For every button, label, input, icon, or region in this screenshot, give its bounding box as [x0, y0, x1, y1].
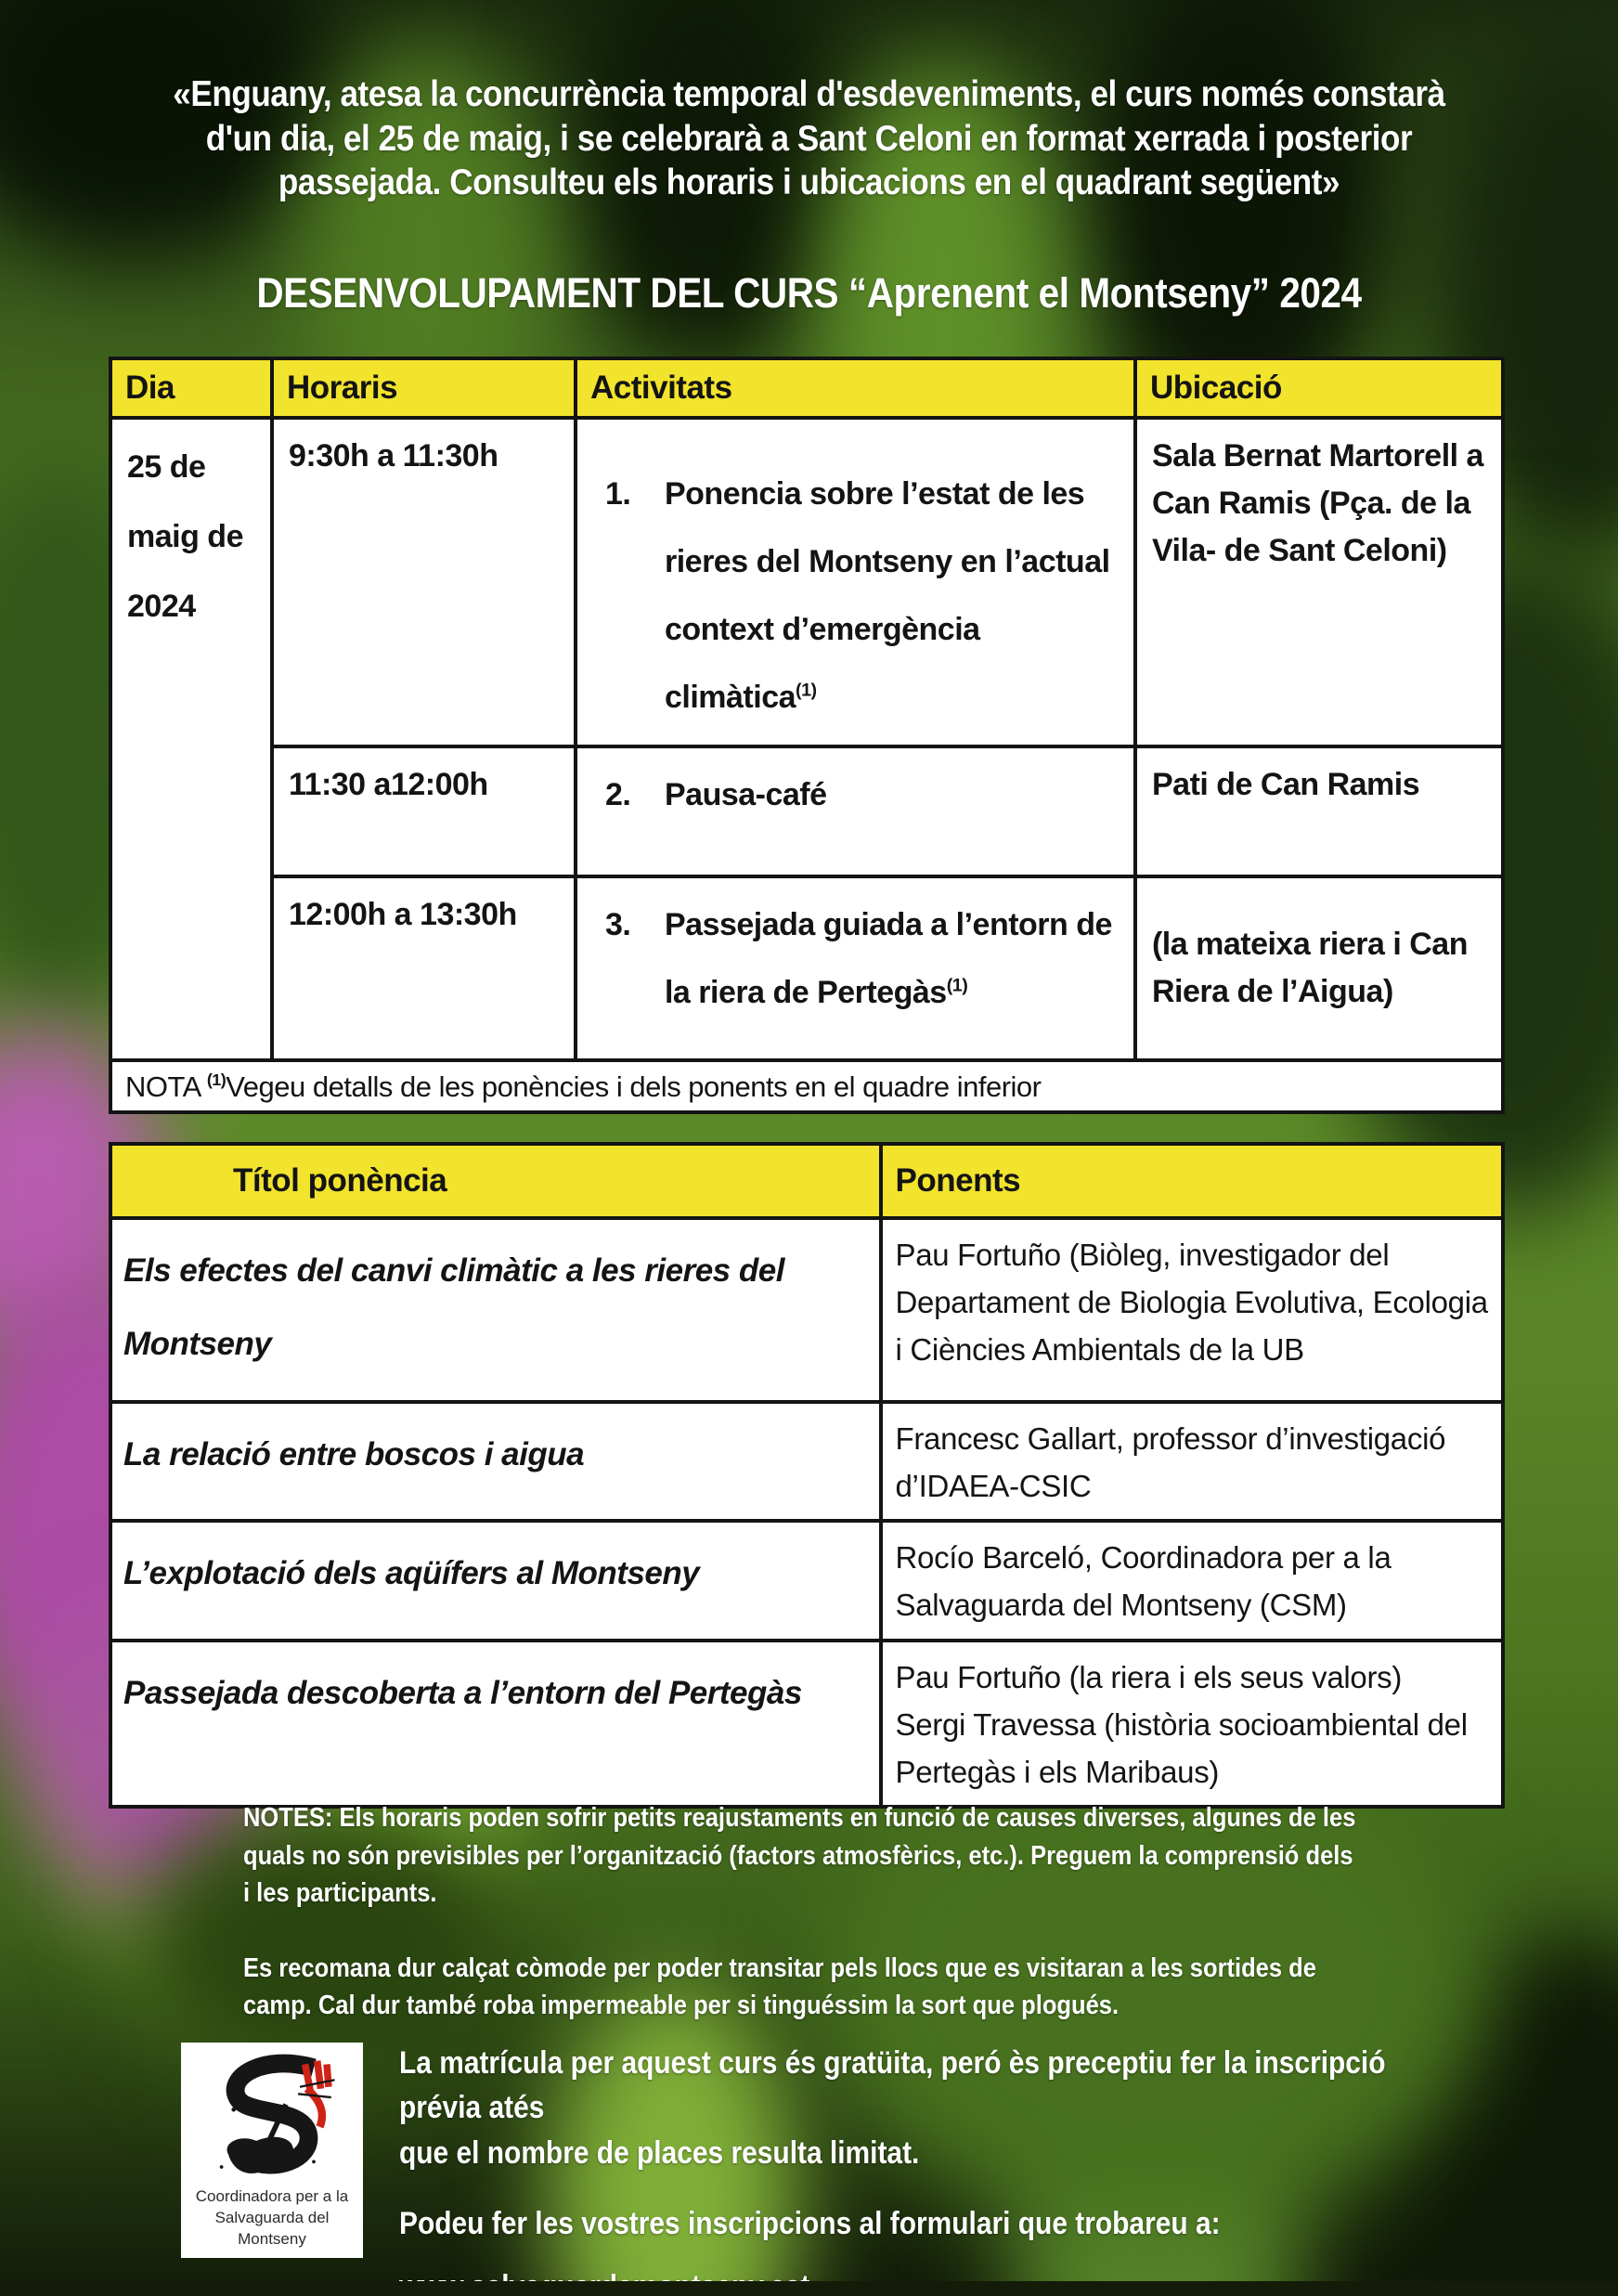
page-title: DESENVOLUPAMENT DEL CURS “Aprenent el Montseny” 2024: [256, 269, 1362, 317]
note-label: NOTA: [125, 1070, 201, 1103]
talk-row: [110, 1641, 1503, 1807]
activity-text: Ponencia sobre l’estat de les rieres del Montseny en l’actual context d’emergència climàtica$^{(1)}$: [664, 476, 1110, 716]
talk-title-cell: Passejada descoberta a l’entorn del Pertegàs: [110, 1641, 881, 1807]
activity-number: 2.: [604, 777, 631, 813]
schedule-row: [110, 746, 1503, 876]
footnote-marker: (1): [796, 680, 817, 701]
intro-quote-line: d'un dia, el 25 de maig, i se celebrarà a Sant Celoni en format xerrada i posterior: [205, 118, 1413, 159]
location-cell: Sala Bernat Martorell a Can Ramis (Pça. de la Vila- de Sant Celoni): [1135, 418, 1503, 746]
time-cell: 12:00h a 13:30h: [272, 876, 576, 1060]
col-header-dia: Dia: [110, 358, 272, 418]
talks-table: [109, 1142, 1505, 1809]
activity-cell: [576, 876, 1135, 1060]
location-cell: (la mateixa riera i Can Riera de l’Aigua): [1135, 876, 1503, 1060]
enrolment-paragraph: Podeu fer les vostres inscripcions al formulari que trobareu a:: [399, 2205, 1221, 2241]
schedule-note-row: [110, 1060, 1503, 1112]
talk-row: [110, 1521, 1503, 1640]
day-cell: 25 de maig de 2024: [110, 418, 272, 1060]
talk-speaker-cell: Rocío Barceló, Coordinadora per a la Salvaguarda del Montseny (CSM): [881, 1521, 1504, 1640]
schedule-row: [110, 418, 1503, 746]
activity-number: 1.: [604, 476, 631, 512]
talk-title-cell: La relació entre boscos i aigua: [110, 1402, 881, 1521]
csm-logo-art: [202, 2048, 342, 2186]
talk-speaker-cell: Pau Fortuño (Biòleg, investigador del Departament de Biologia Evolutiva, Ecologia i Ciències Ambientals de la UB: [881, 1218, 1504, 1402]
activity-number: 3.: [604, 907, 631, 943]
notes-paragraph: NOTES: Els horaris poden sofrir petits reajustaments en funció de causes diverses, algunes de les quals no són previsibles per l’organització (factors atmosfèrics, etc.). Preguem la comprensió dels i les participants.: [243, 1803, 1356, 1909]
col-header-ponents: Ponents: [881, 1144, 1504, 1218]
talks-header-row: [110, 1144, 1503, 1218]
csm-logo: [181, 2043, 363, 2258]
activity-text: Passejada guiada a l’entorn de la riera de Pertegàs$^{(1)}$: [664, 907, 1112, 1011]
bottom-dark-band: [0, 2281, 1618, 2296]
time-cell: 11:30 a12:00h: [272, 746, 576, 876]
footnote-marker: (1): [946, 976, 968, 997]
activity-cell: [576, 418, 1135, 746]
talk-title-cell: L’explotació dels aqüífers al Montseny: [110, 1521, 881, 1640]
intro-quote-line: passejada. Consulteu els horaris i ubicacions en el quadrant següent»: [278, 162, 1340, 203]
activity-text: Pausa-café: [664, 777, 827, 813]
talk-row: [110, 1402, 1503, 1521]
notes-paragraph: Es recomana dur calçat còmode per poder transitar pels llocs que es visitaran a les sortides de camp. Cal dur també roba impermeable per si tinguéssim la sort que plogués.: [243, 1952, 1316, 2021]
talk-title-cell: Els efectes del canvi climàtic a les rieres del Montseny: [110, 1218, 881, 1402]
schedule-header-row: [110, 358, 1503, 418]
time-cell: 9:30h a 11:30h: [272, 418, 576, 746]
col-header-titol-ponencia: Títol ponència: [110, 1144, 881, 1218]
schedule-table: [109, 357, 1505, 1114]
enrolment-paragraph: La matrícula per aquest curs és gratüita, peró ès preceptiu fer la inscripció prévia atés que el nombre de places resulta limitat.: [399, 2045, 1386, 2171]
col-header-activitats: Activitats: [576, 358, 1135, 418]
talk-speaker-cell: Pau Fortuño (la riera i els seus valors) Sergi Travessa (història socioambiental del Pertegàs i els Maribaus): [881, 1641, 1504, 1807]
talk-speaker-cell: Francesc Gallart, professor d’investigació d’IDAEA-CSIC: [881, 1402, 1504, 1521]
note-text: Vegeu detalls de les ponències i dels ponents en el quadre inferior: [226, 1070, 1042, 1103]
csm-logo-caption: Coordinadora per a la Salvaguarda del Montseny: [195, 2187, 349, 2249]
location-cell: Pati de Can Ramis: [1135, 746, 1503, 876]
col-header-horaris: Horaris: [272, 358, 576, 418]
footnote-marker: (1): [206, 1070, 227, 1090]
intro-quote: [81, 72, 1537, 205]
activity-cell: [576, 746, 1135, 876]
intro-quote-line: «Enguany, atesa la concurrència temporal d'esdeveniments, el curs només constarà: [173, 74, 1445, 114]
col-header-ubicacio: Ubicació: [1135, 358, 1503, 418]
notes-section: [243, 1799, 1363, 2025]
schedule-row: [110, 876, 1503, 1060]
table-note: [110, 1060, 1503, 1112]
talk-row: [110, 1218, 1503, 1402]
enrolment-section: [399, 2041, 1461, 2296]
